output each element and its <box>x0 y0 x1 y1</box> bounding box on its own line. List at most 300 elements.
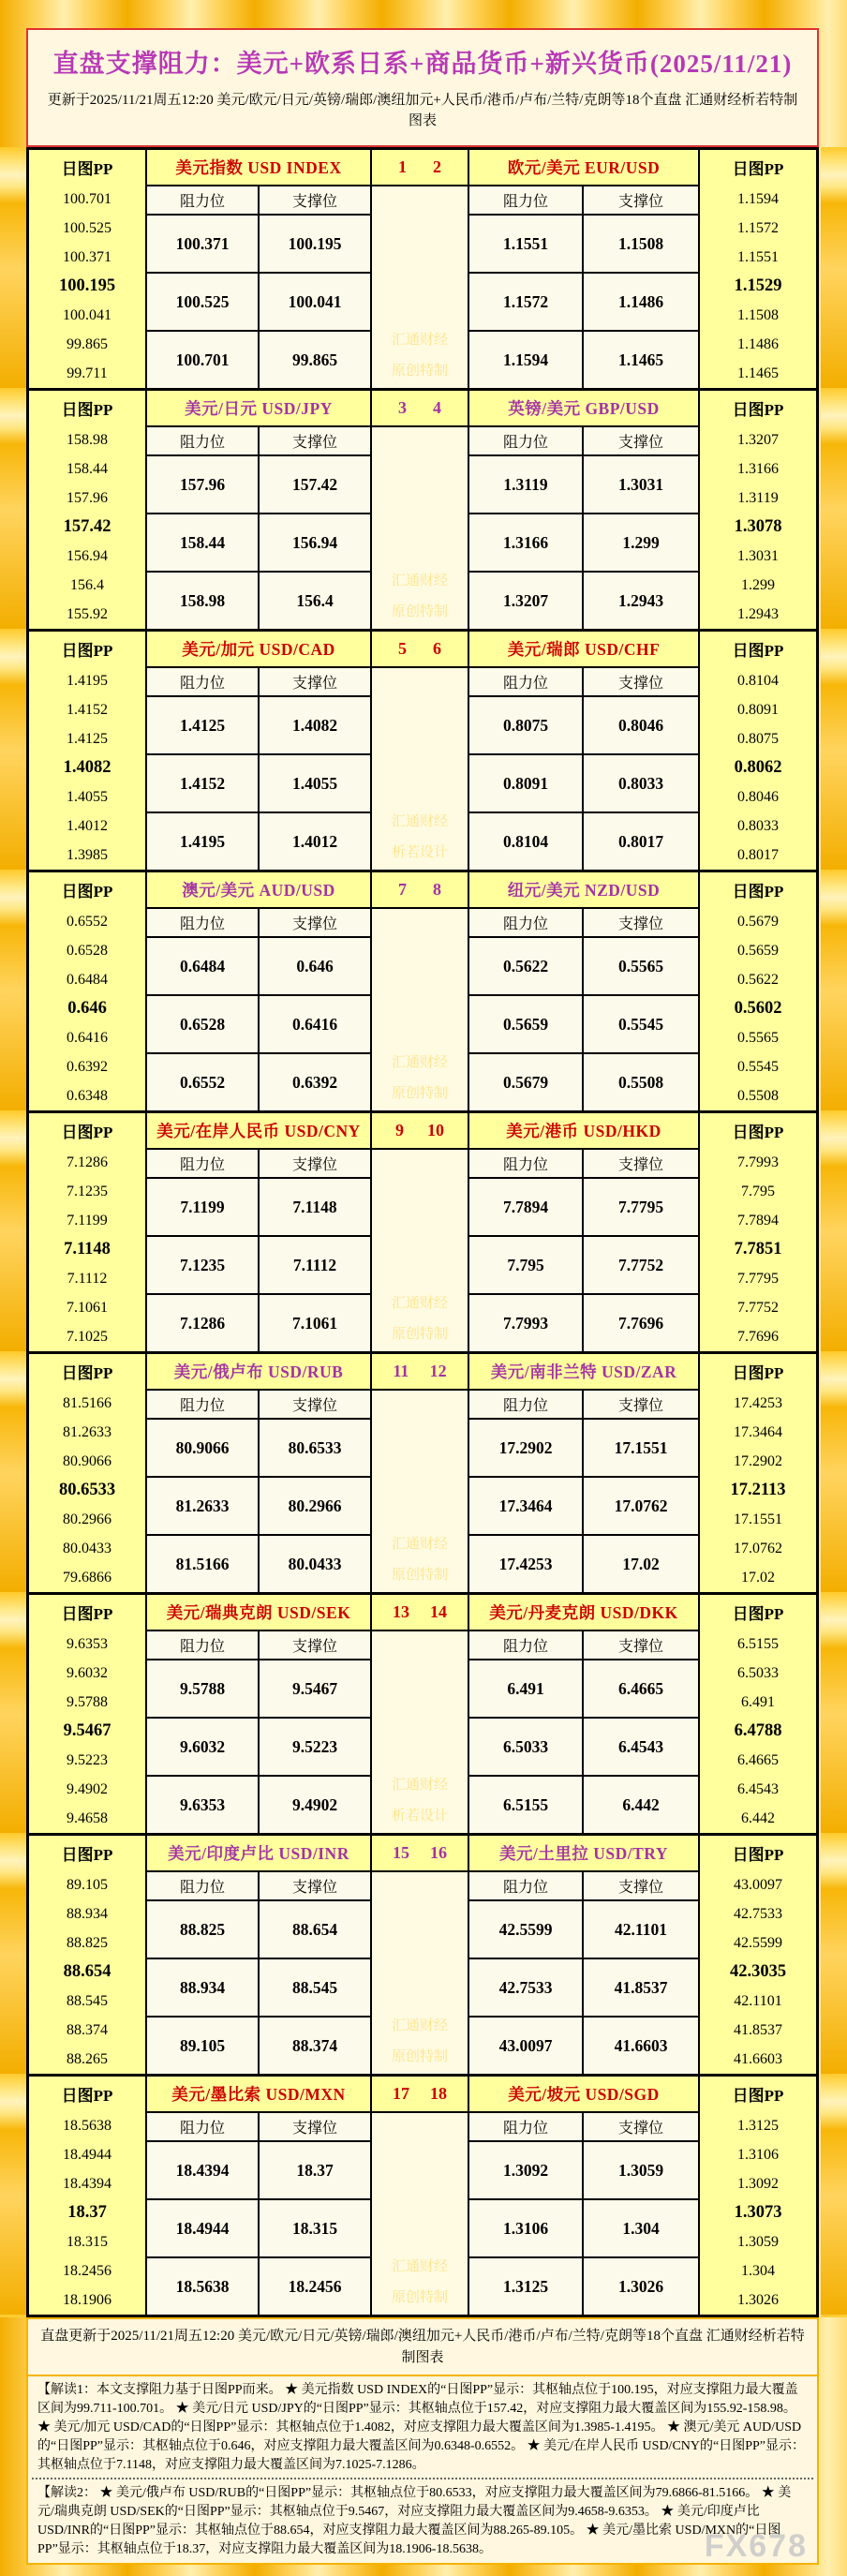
support-header: 支撑位 <box>260 1872 370 1899</box>
pp-header-label: 日图PP <box>732 2087 784 2105</box>
pp-value: 17.2902 <box>734 1452 782 1469</box>
pp-value: 88.265 <box>67 2050 108 2067</box>
pp-pivot-value: 0.646 <box>67 999 107 1018</box>
resistance-value: 18.4394 <box>147 2142 258 2198</box>
pair-number-left: 11 <box>393 1362 409 1380</box>
pp-column-right <box>700 1354 816 1592</box>
resistance-value: 17.3464 <box>469 1478 582 1534</box>
pp-pivot-value: 100.195 <box>58 276 116 295</box>
watermark-line2: 析若设计 <box>391 1809 448 1824</box>
support-value: 18.2456 <box>260 2258 370 2315</box>
support-value: 17.0762 <box>584 1478 698 1534</box>
pair-number-right: 16 <box>430 1843 447 1862</box>
support-value: 1.3059 <box>584 2142 698 2198</box>
currency-block <box>29 2077 816 2315</box>
pp-header-label: 日图PP <box>732 401 784 419</box>
pp-value: 1.3026 <box>737 2291 779 2308</box>
resistance-header: 阻力位 <box>147 186 258 214</box>
support-value: 1.2943 <box>584 573 698 629</box>
pair-numbers <box>372 1362 468 1381</box>
support-value: 0.8033 <box>584 755 698 812</box>
resistance-value: 1.3092 <box>469 2142 582 2198</box>
pp-value: 100.041 <box>63 306 111 323</box>
support-value: 0.646 <box>260 938 370 994</box>
pair-numbers <box>372 1602 468 1622</box>
pp-value: 1.4125 <box>67 730 108 747</box>
support-value: 1.3026 <box>584 2258 698 2315</box>
resistance-value: 81.5166 <box>147 1536 258 1592</box>
watermark-line2: 原创特制 <box>391 2049 448 2064</box>
pp-header-label: 日图PP <box>732 160 784 178</box>
support-value: 7.1148 <box>260 1179 370 1235</box>
watermark-line2: 原创特制 <box>391 1327 448 1342</box>
pp-value: 1.3166 <box>737 460 779 477</box>
pp-value: 0.5659 <box>737 942 779 959</box>
pp-header-label: 日图PP <box>61 1846 113 1864</box>
pp-value: 7.1199 <box>67 1212 108 1228</box>
pivot-table <box>26 147 819 2317</box>
gold-side-strip-right <box>821 147 847 2317</box>
gold-side-strip-left <box>0 147 26 2317</box>
pp-value: 1.3106 <box>737 2146 779 2163</box>
currency-block <box>29 1595 816 1833</box>
currency-block <box>29 632 816 870</box>
support-value: 100.041 <box>260 274 370 330</box>
resistance-value: 43.0097 <box>469 2018 582 2074</box>
support-value: 88.545 <box>260 1959 370 2016</box>
pp-value: 7.7696 <box>737 1328 779 1345</box>
watermark-line1: 汇通财经 <box>391 1296 448 1311</box>
pp-value: 42.7533 <box>734 1905 782 1922</box>
pair-number-left: 13 <box>393 1602 409 1621</box>
footer-update-line: 直盘更新于2025/11/21周五12:20 美元/欧元/日元/英镑/瑞郎/澳纽加元+人民币/港币/卢布/兰特/克朗等18个直盘 汇通财经析若特制图表 <box>28 2319 817 2376</box>
center-watermark <box>372 668 468 870</box>
support-value: 7.7752 <box>584 1237 698 1293</box>
resistance-value: 1.1572 <box>469 274 582 330</box>
pp-value: 1.1465 <box>737 365 779 381</box>
resistance-value: 88.934 <box>147 1959 258 2016</box>
pair-number-left: 5 <box>398 639 407 658</box>
pp-pivot-value: 42.3035 <box>729 1962 787 1981</box>
support-value: 1.299 <box>584 514 698 571</box>
support-value: 0.8046 <box>584 697 698 753</box>
watermark-line1: 汇通财经 <box>391 2259 448 2274</box>
resistance-value: 9.6032 <box>147 1719 258 1775</box>
resistance-value: 100.525 <box>147 274 258 330</box>
support-value: 80.0433 <box>260 1536 370 1592</box>
pp-pivot-value: 18.37 <box>67 2203 107 2222</box>
pp-value: 0.6528 <box>67 942 108 959</box>
resistance-value: 17.2902 <box>469 1420 582 1476</box>
watermark-line2: 析若设计 <box>391 845 448 860</box>
pp-value: 100.701 <box>63 190 111 207</box>
resistance-value: 81.2633 <box>147 1478 258 1534</box>
pp-value: 88.934 <box>67 1905 108 1922</box>
resistance-header: 阻力位 <box>469 1631 582 1659</box>
pp-header-label: 日图PP <box>61 160 113 178</box>
pp-header-label: 日图PP <box>61 1364 113 1382</box>
pp-column-right <box>700 391 816 629</box>
pair-numbers-cell <box>372 1836 468 1870</box>
pp-value: 81.2633 <box>63 1423 111 1440</box>
pp-pivot-value: 1.3078 <box>734 517 782 536</box>
pair-title-left: 美元/墨比索 USD/MXN <box>147 2077 370 2111</box>
pp-pivot-value: 157.42 <box>63 517 111 536</box>
pp-value: 7.1112 <box>67 1270 108 1287</box>
support-header: 支撑位 <box>260 2113 370 2140</box>
currency-block <box>29 872 816 1110</box>
resistance-value: 1.4125 <box>147 697 258 753</box>
pp-value: 18.1906 <box>63 2291 111 2308</box>
pp-value: 1.3985 <box>67 846 108 863</box>
pp-value: 1.3119 <box>737 489 779 506</box>
resistance-value: 0.6484 <box>147 938 258 994</box>
pair-numbers-cell <box>372 872 468 907</box>
pp-value: 18.2456 <box>63 2262 111 2279</box>
pp-value: 6.4543 <box>737 1780 779 1797</box>
pair-title-left: 美元/俄卢布 USD/RUB <box>147 1354 370 1389</box>
pp-column-right <box>700 1595 816 1833</box>
pp-value: 0.8033 <box>737 817 779 834</box>
resistance-value: 17.4253 <box>469 1536 582 1592</box>
support-value: 1.1465 <box>584 332 698 388</box>
resistance-value: 0.5659 <box>469 996 582 1052</box>
pair-title-left: 澳元/美元 AUD/USD <box>147 872 370 907</box>
watermark-line1: 汇通财经 <box>391 573 448 588</box>
support-value: 100.195 <box>260 216 370 272</box>
resistance-header: 阻力位 <box>469 668 582 695</box>
pp-value: 18.5638 <box>63 2117 111 2134</box>
resistance-header: 阻力位 <box>469 1872 582 1899</box>
resistance-value: 0.5679 <box>469 1054 582 1110</box>
pp-value: 1.4152 <box>67 701 108 718</box>
pp-value: 18.4394 <box>63 2175 111 2192</box>
support-header: 支撑位 <box>260 909 370 936</box>
pp-pivot-value: 1.4082 <box>63 758 111 777</box>
support-value: 18.37 <box>260 2142 370 2198</box>
resistance-value: 18.5638 <box>147 2258 258 2315</box>
pp-header-label: 日图PP <box>732 1846 784 1864</box>
pp-value: 158.44 <box>67 460 108 477</box>
pp-column-left <box>29 1595 145 1833</box>
support-value: 17.1551 <box>584 1420 698 1476</box>
header-box <box>26 28 819 147</box>
center-watermark <box>372 1872 468 2074</box>
pp-value: 6.5155 <box>737 1635 779 1652</box>
support-value: 1.4012 <box>260 813 370 870</box>
pp-value: 0.6348 <box>67 1087 108 1104</box>
pair-title-left: 美元/印度卢比 USD/INR <box>147 1836 370 1870</box>
pp-value: 17.3464 <box>734 1423 782 1440</box>
resistance-header: 阻力位 <box>469 909 582 936</box>
support-header: 支撑位 <box>260 427 370 454</box>
support-value: 157.42 <box>260 456 370 513</box>
pp-value: 7.1061 <box>67 1299 108 1316</box>
pp-value: 1.304 <box>741 2262 775 2279</box>
resistance-value: 0.6528 <box>147 996 258 1052</box>
pair-number-left: 9 <box>395 1121 404 1139</box>
support-value: 99.865 <box>260 332 370 388</box>
resistance-value: 157.96 <box>147 456 258 513</box>
support-header: 支撑位 <box>584 1872 698 1899</box>
support-value: 9.5223 <box>260 1719 370 1775</box>
support-value: 80.2966 <box>260 1478 370 1534</box>
page-title: 直盘支撑阻力：美元+欧系日系+商品货币+新兴货币(2025/11/21) <box>52 50 793 78</box>
pp-value: 0.5622 <box>737 971 779 988</box>
pair-numbers <box>372 398 468 418</box>
resistance-header: 阻力位 <box>469 186 582 214</box>
resistance-value: 100.701 <box>147 332 258 388</box>
pp-value: 1.2943 <box>737 605 779 622</box>
pp-pivot-value: 80.6533 <box>58 1481 116 1499</box>
pp-value: 7.1235 <box>67 1183 108 1199</box>
support-header: 支撑位 <box>584 186 698 214</box>
pp-value: 41.6603 <box>734 2050 782 2067</box>
support-value: 1.1508 <box>584 216 698 272</box>
pp-value: 100.371 <box>63 248 111 265</box>
note-2: 【解读2： ★ 美元/俄卢布 USD/RUB的“日图PP”显示：其枢轴点位于80.6533，对应支撑阻力最大覆盖区间为79.6866-81.5166。 ★ 美元/瑞典克朗 USD/SEK的“日图PP”显示：其枢轴点位于9.5467，对应支撑阻力最大覆盖区间为9.4658-9.6353。 ★ 美元/印度卢比 USD/INR的“日图PP”显示：其枢轴点位于88.654，对应支撑阻力最大覆盖区间为88.265-89.105。 ★ 美元/墨比索 USD/MXN的“日图PP”显示：其枢轴点位于18.37，对应支撑阻力最大覆盖区间为18.1906-18.5638。 <box>37 2486 792 2556</box>
resistance-value: 7.1286 <box>147 1295 258 1351</box>
pair-title-left: 美元指数 USD INDEX <box>147 150 370 185</box>
pair-numbers-cell <box>372 2077 468 2111</box>
pp-column-left <box>29 1354 145 1592</box>
resistance-value: 100.371 <box>147 216 258 272</box>
pair-title-left: 美元/瑞典克朗 USD/SEK <box>147 1595 370 1630</box>
pp-pivot-value: 88.654 <box>63 1962 111 1981</box>
pp-value: 1.3125 <box>737 2117 779 2134</box>
pp-column-right <box>700 1836 816 2074</box>
resistance-value: 1.4152 <box>147 755 258 812</box>
support-header: 支撑位 <box>260 186 370 214</box>
center-watermark <box>372 427 468 629</box>
support-value: 0.5545 <box>584 996 698 1052</box>
pp-value: 1.1486 <box>737 335 779 352</box>
pp-value: 9.4658 <box>67 1809 108 1826</box>
pair-title-left: 美元/在岸人民币 USD/CNY <box>147 1113 370 1148</box>
currency-block <box>29 391 816 629</box>
pair-numbers-cell <box>372 1354 468 1389</box>
pp-value: 1.1572 <box>737 219 779 236</box>
pp-value: 41.8537 <box>734 2021 782 2038</box>
pair-number-right: 14 <box>430 1602 447 1621</box>
resistance-value: 1.4195 <box>147 813 258 870</box>
support-value: 17.02 <box>584 1536 698 1592</box>
pp-value: 6.5033 <box>737 1664 779 1681</box>
resistance-header: 阻力位 <box>147 1150 258 1177</box>
watermark-line1: 汇通财经 <box>391 1055 448 1070</box>
pair-numbers <box>372 2084 468 2104</box>
resistance-value: 1.3207 <box>469 573 582 629</box>
pp-value: 88.825 <box>67 1934 108 1951</box>
pp-value: 9.5223 <box>67 1751 108 1768</box>
support-header: 支撑位 <box>260 1150 370 1177</box>
support-header: 支撑位 <box>260 1391 370 1418</box>
pp-column-left <box>29 1836 145 2074</box>
pp-column-left <box>29 872 145 1110</box>
pp-value: 89.105 <box>67 1876 108 1893</box>
pp-value: 17.0762 <box>734 1540 782 1556</box>
pp-value: 6.442 <box>741 1809 775 1826</box>
pp-pivot-value: 7.1148 <box>64 1240 111 1258</box>
watermark-line1: 汇通财经 <box>391 814 448 829</box>
currency-block <box>29 1836 816 2074</box>
pp-value: 0.8075 <box>737 730 779 747</box>
pp-value: 0.6392 <box>67 1058 108 1075</box>
support-header: 支撑位 <box>584 668 698 695</box>
pp-value: 80.0433 <box>63 1540 111 1556</box>
pp-column-left <box>29 632 145 870</box>
pair-numbers-cell <box>372 150 468 185</box>
pp-value: 42.1101 <box>734 1992 782 2009</box>
pp-value: 9.5788 <box>67 1693 108 1710</box>
resistance-value: 0.6552 <box>147 1054 258 1110</box>
pp-value: 0.5508 <box>737 1087 779 1104</box>
pair-numbers-cell <box>372 1595 468 1630</box>
resistance-value: 7.7993 <box>469 1295 582 1351</box>
support-value: 88.654 <box>260 1901 370 1958</box>
watermark-line2: 原创特制 <box>391 2290 448 2305</box>
support-value: 88.374 <box>260 2018 370 2074</box>
resistance-value: 158.98 <box>147 573 258 629</box>
resistance-header: 阻力位 <box>147 2113 258 2140</box>
support-value: 156.4 <box>260 573 370 629</box>
pp-value: 1.3092 <box>737 2175 779 2192</box>
pp-value: 99.711 <box>67 365 108 381</box>
support-value: 7.1061 <box>260 1295 370 1351</box>
pp-value: 81.5166 <box>63 1394 111 1411</box>
support-header: 支撑位 <box>584 2113 698 2140</box>
pair-title-right: 美元/丹麦克朗 USD/DKK <box>469 1595 698 1630</box>
resistance-value: 1.3125 <box>469 2258 582 2315</box>
pp-value: 157.96 <box>67 489 108 506</box>
support-value: 0.6392 <box>260 1054 370 1110</box>
pp-value: 79.6866 <box>63 1569 111 1586</box>
pp-value: 1.3059 <box>737 2233 779 2250</box>
pp-value: 1.299 <box>741 576 775 593</box>
pp-value: 18.315 <box>67 2233 108 2250</box>
resistance-value: 9.5788 <box>147 1660 258 1717</box>
pp-value: 6.491 <box>741 1693 775 1710</box>
resistance-value: 7.795 <box>469 1237 582 1293</box>
pp-value: 0.8046 <box>737 788 779 805</box>
center-watermark <box>372 1391 468 1592</box>
pair-numbers-cell <box>372 1113 468 1148</box>
pp-value: 1.3207 <box>737 431 779 448</box>
resistance-value: 1.3166 <box>469 514 582 571</box>
pp-column-left <box>29 391 145 629</box>
currency-block <box>29 1354 816 1592</box>
pp-column-right <box>700 2077 816 2315</box>
resistance-header: 阻力位 <box>469 1150 582 1177</box>
pair-numbers <box>372 157 468 177</box>
support-header: 支撑位 <box>260 1631 370 1659</box>
support-value: 42.1101 <box>584 1901 698 1958</box>
currency-block <box>29 150 816 388</box>
resistance-value: 89.105 <box>147 2018 258 2074</box>
support-value: 7.7696 <box>584 1295 698 1351</box>
resistance-header: 阻力位 <box>147 427 258 454</box>
resistance-header: 阻力位 <box>469 1391 582 1418</box>
pp-value: 80.2966 <box>63 1511 111 1527</box>
center-watermark <box>372 186 468 388</box>
pp-pivot-value: 7.7851 <box>734 1240 782 1258</box>
pp-pivot-value: 1.1529 <box>734 276 782 295</box>
support-value: 1.4055 <box>260 755 370 812</box>
update-line: 更新于2025/11/21周五12:20 美元/欧元/日元/英镑/瑞郎/澳纽加元+人民币/港币/卢布/兰特/克朗等18个直盘 汇通财经析若特制图表 <box>47 93 798 128</box>
pp-header-label: 日图PP <box>732 1364 784 1382</box>
pair-title-left: 美元/日元 USD/JPY <box>147 391 370 425</box>
pair-numbers <box>372 1843 468 1863</box>
pp-value: 1.1508 <box>737 306 779 323</box>
pair-numbers-cell <box>372 632 468 666</box>
center-watermark <box>372 1631 468 1833</box>
pp-value: 42.5599 <box>734 1934 782 1951</box>
pp-pivot-value: 0.8062 <box>734 758 782 777</box>
resistance-value: 6.491 <box>469 1660 582 1717</box>
pp-value: 80.9066 <box>63 1452 111 1469</box>
watermark-line2: 原创特制 <box>391 1086 448 1101</box>
pp-header-label: 日图PP <box>732 1124 784 1141</box>
pair-numbers <box>372 1121 468 1140</box>
pp-pivot-value: 17.2113 <box>730 1481 786 1499</box>
pp-column-left <box>29 150 145 388</box>
pair-number-right: 4 <box>433 398 441 417</box>
pp-column-right <box>700 632 816 870</box>
pair-number-left: 1 <box>398 157 407 176</box>
pp-value: 0.6552 <box>67 913 108 930</box>
pp-pivot-value: 6.4788 <box>734 1721 782 1740</box>
resistance-value: 0.5622 <box>469 938 582 994</box>
pair-title-right: 美元/坡元 USD/SGD <box>469 2077 698 2111</box>
resistance-value: 18.4944 <box>147 2200 258 2256</box>
pp-value: 9.6353 <box>67 1635 108 1652</box>
pp-value: 7.7993 <box>737 1154 779 1170</box>
support-value: 41.6603 <box>584 2018 698 2074</box>
pair-numbers <box>372 639 468 659</box>
resistance-header: 阻力位 <box>147 909 258 936</box>
pp-value: 88.545 <box>67 1992 108 2009</box>
support-value: 0.5565 <box>584 938 698 994</box>
pp-value: 9.6032 <box>67 1664 108 1681</box>
center-watermark <box>372 1150 468 1351</box>
watermark-line1: 汇通财经 <box>391 1537 448 1552</box>
pair-title-right: 美元/土里拉 USD/TRY <box>469 1836 698 1870</box>
pp-header-label: 日图PP <box>61 1124 113 1141</box>
pp-pivot-value: 1.3073 <box>734 2203 782 2222</box>
resistance-value: 42.7533 <box>469 1959 582 2016</box>
resistance-value: 7.1199 <box>147 1179 258 1235</box>
pp-value: 88.374 <box>67 2021 108 2038</box>
pp-column-right <box>700 150 816 388</box>
resistance-value: 6.5033 <box>469 1719 582 1775</box>
pp-header-label: 日图PP <box>732 1605 784 1623</box>
pair-numbers-cell <box>372 391 468 425</box>
pp-header-label: 日图PP <box>61 1605 113 1623</box>
pp-value: 0.5679 <box>737 913 779 930</box>
resistance-value: 1.1551 <box>469 216 582 272</box>
pp-header-label: 日图PP <box>732 883 784 901</box>
pp-header-label: 日图PP <box>61 2087 113 2105</box>
support-header: 支撑位 <box>260 668 370 695</box>
pp-value: 7.7752 <box>737 1299 779 1316</box>
pair-title-right: 美元/瑞郎 USD/CHF <box>469 632 698 666</box>
center-watermark <box>372 2113 468 2315</box>
support-value: 6.4665 <box>584 1660 698 1717</box>
watermark-line2: 原创特制 <box>391 364 448 379</box>
resistance-value: 9.6353 <box>147 1777 258 1833</box>
resistance-value: 42.5599 <box>469 1901 582 1958</box>
pp-header-label: 日图PP <box>61 642 113 660</box>
